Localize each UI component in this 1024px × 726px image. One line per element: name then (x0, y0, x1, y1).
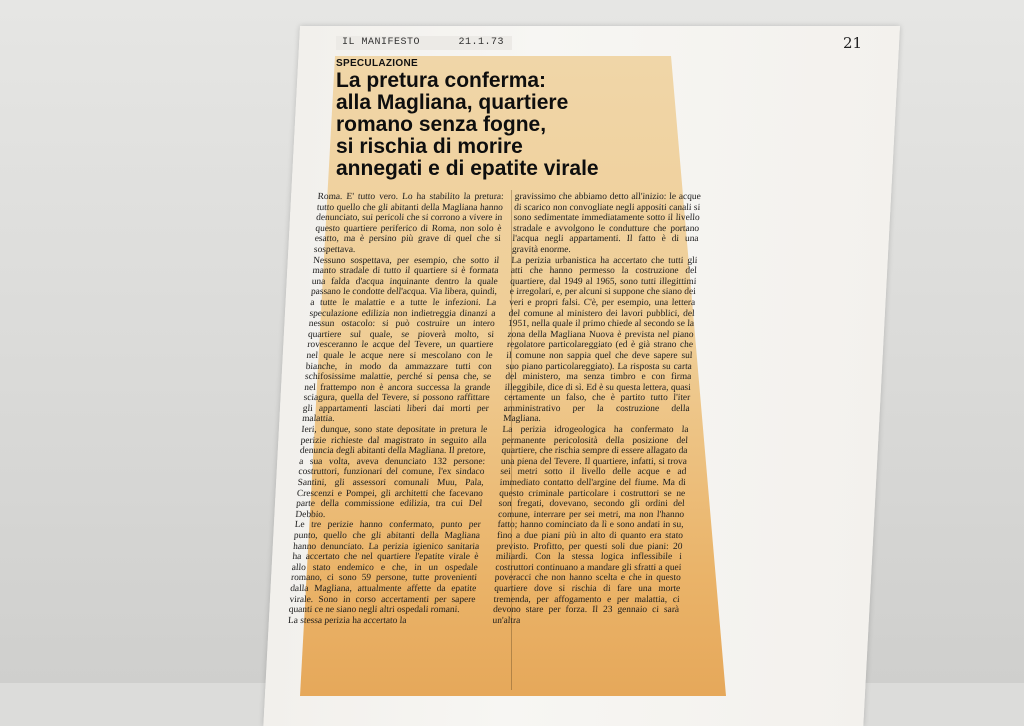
article-header (336, 56, 686, 180)
article-column-right (489, 192, 701, 692)
article-headline (336, 70, 686, 180)
headline-line: romano senza fogne, (336, 113, 547, 136)
article-column-left (283, 192, 504, 692)
paragraph: Nessuno sospettava, per esempio, che sotto il manto stradale di tutto il quartiere si è formata una falda d'acqua inquinante dentro la quale passano le condotte dell'acqua. Via libera, quindi, a tutte le malattie e a tutte le infezioni. La speculazione edilizia non indietreggia dinanzi a nessun ostacolo: si può costruire un intero quartiere sul quale, se pioverà molto, si rovesceranno le acque del Tevere, un quartiere nel quale le acque nere si mescolano con le bianche, in modo da ammazzare tutti con schifosissime malattie, perché si pensa che, se nel frattempo non è ancora successa la grande sciagura, quella del Tevere, si possono raffittare gli appartamenti lasciati liberi dai morti per malattia. (301, 255, 500, 425)
source-newspaper: IL MANIFESTO (342, 37, 421, 48)
source-label (336, 36, 512, 50)
paragraph: Le tre perizie hanno confermato, punto per punto, quello che gli abitanti della Magliana hanno denunciato. La perizia igienico sanitaria ha accertato che nel quartiere l'epatite virale è allo stato endemico e che, in un ospedale romano, ci sono 59 persone, tutte provenienti dalla Magliana, attualmente affette da epatite virale. Sono in corso accertamenti per sapere quanti ce ne siano negli altri ospedali romani. (288, 520, 482, 616)
headline-line: La pretura conferma: (336, 69, 547, 92)
paragraph: Ieri, dunque, sono state depositate in pretura le perizie richieste dal magistrato in seguito alla denuncia degli abitanti della Magliana. Il pretore, a sua volta, aveva denunciato 132 persone: costruttori, funzionari del comune, l'ex sindaco Santini, gli assessori comunali Muu, Pala, Crescenzi e Pompei, gli architetti che facevano parte della commissione edilizia, tra cui Del Debbio. (295, 425, 488, 520)
headline-line: annegati e di epatite virale (336, 157, 599, 180)
paragraph: La perizia idrogeologica ha confermato la permanente pericolosità della posizione del quartiere, che rischia sempre di essere allagato da una piena del Tevere. Il quartiere, infatti, si trova sei metri sotto il livello delle acque e ad immediato contatto dell'argine del fiume. Ma di questo criminale particolare i costruttori se ne son fregati, dovevano, secondo gli ordini del comune, interrare per sei metri, ma non l'hanno fatto; hanno cominciato da lì e sono andati in su, fino a due piani più in alto di quanto era stato previsto. Profitto, per questi soli due piani: 20 miliardi. Con la stessa logica inflessibile i costruttori continuano a mandare gli sfratti a quei poveracci che non hanno scelta e che in questo quartiere dove si rischia di fare una morte tremenda, per affogamento e per malattia, ci devono stare per forza. Il 23 gennaio ci sarà un'altra (492, 425, 689, 626)
headline-line: si rischia di morire (336, 135, 523, 158)
page-number: 21 (843, 34, 863, 52)
paragraph: La stessa perizia ha accertato la (287, 615, 407, 626)
paragraph: Roma. E' tutto vero. Lo ha stabilito la pretura: tutto quello che gli abitanti della Magliana hanno denunciato, sui pericoli che si corrono a vivere in questo quartiere periferico di Roma, non solo è esatto, ma è persino più grave di quel che si sospettava. (313, 192, 504, 255)
paragraph: La perizia urbanistica ha accertato che tutti gli atti che hanno permesso la costruzione del quartiere, dal 1949 al 1965, sono tutti illegittimi e irregolari, e, per alcuni si suppone che siano dei veri e propri falsi. C'è, per esempio, una lettera del comune al ministero dei lavori pubblici, del 1951, nella quale il primo chiede al secondo se la zona della Magliana Nuova è prevista nel piano regolatore particolareggiato (ed è già strano che il comune non sappia quel che deve sapere sul suo piano particolareggiato). La risposta su carta del ministero, ma senza timbro e con firma illeggibile, dice di sì. Ed è su questa lettera, quasi certamente un falso, che è partito tutto l'iter amministrativo per la costruzione della Magliana. (502, 255, 698, 425)
paragraph: gravissimo che abbiamo detto all'inizio: le acque di scarico non convogliate negli appositi canali si sono sedimentate immediatamente sotto il livello stradale e avvolgono le condutture che portano l'acqua negli appartamenti. Il fatto è di una gravità enorme. (511, 192, 701, 255)
article-kicker: SPECULAZIONE (336, 58, 418, 69)
source-date: 21.1.73 (458, 37, 505, 48)
headline-line: alla Magliana, quartiere (336, 91, 569, 114)
